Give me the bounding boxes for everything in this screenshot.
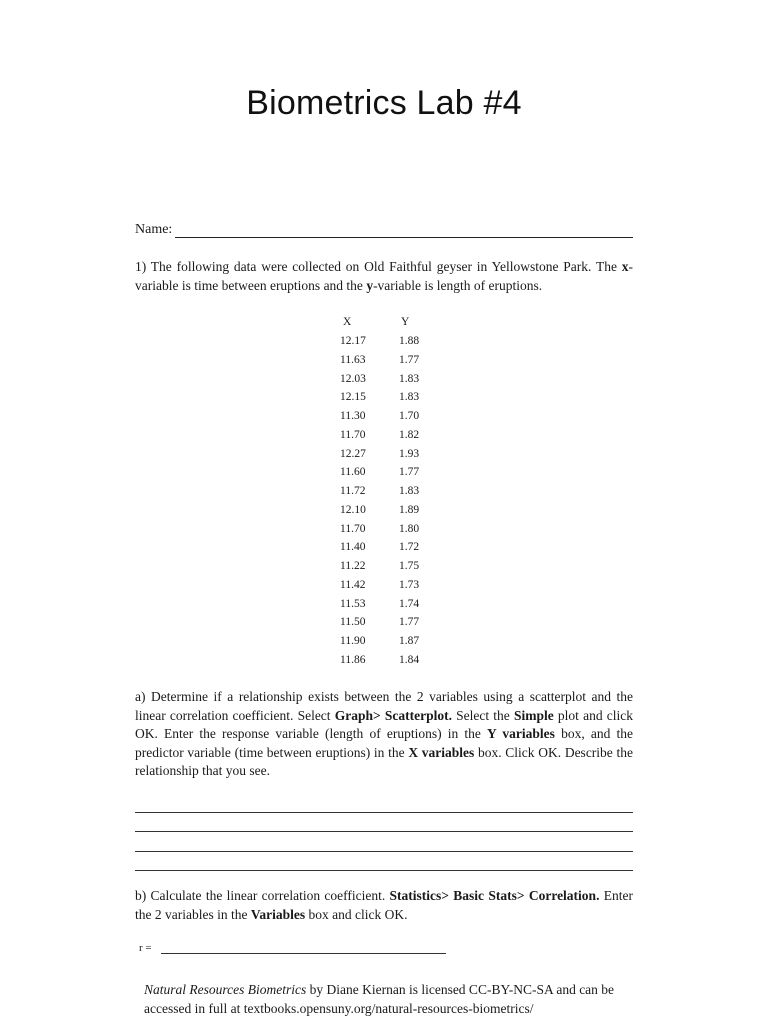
cell-y: 1.77 xyxy=(399,616,420,629)
table-row xyxy=(334,407,441,426)
cell-y: 1.82 xyxy=(399,428,420,441)
name-blank-line[interactable] xyxy=(175,223,633,238)
cell-y: 1.83 xyxy=(399,372,420,385)
cell-x: 11.90 xyxy=(340,635,366,648)
qb-bold-statistics-path: Statistics> Basic Stats> Correlation. xyxy=(389,888,600,903)
qa-text-2: Select the xyxy=(451,707,514,723)
table-header-row xyxy=(334,313,441,332)
qb-bold-variables: Variables xyxy=(250,906,306,922)
footer-license-text: by Diane Kiernan is licensed CC-BY-NC-SA and can be accessed in full at textbooks.opensuny.org/natural-resources-biometrics/ xyxy=(144,982,615,1016)
license-footer xyxy=(144,980,634,1018)
cell-x: 12.17 xyxy=(340,335,366,348)
cell-x: 11.86 xyxy=(340,653,366,666)
table-row xyxy=(334,463,441,482)
cell-y: 1.83 xyxy=(399,391,420,404)
table-row xyxy=(334,650,441,669)
answer-line[interactable] xyxy=(135,832,633,852)
table-row xyxy=(334,613,441,632)
qa-text-3: plot and click OK. Enter the response variable (length of eruptions) in the xyxy=(135,707,634,741)
table-row xyxy=(334,388,441,407)
table-row xyxy=(334,500,441,519)
q1-text-3: -variable is length of eruptions. xyxy=(373,277,543,293)
answer-lines-a xyxy=(135,793,633,871)
table-row xyxy=(334,369,441,388)
cell-y: 1.87 xyxy=(399,635,420,648)
cell-y: 1.70 xyxy=(399,410,420,423)
column-header-y: Y xyxy=(401,316,410,329)
table-row xyxy=(334,557,441,576)
cell-x: 11.70 xyxy=(340,522,366,535)
table-row xyxy=(334,594,441,613)
r-label: r = xyxy=(139,942,152,954)
cell-y: 1.84 xyxy=(399,653,420,666)
cell-x: 12.10 xyxy=(340,503,366,516)
qa-text-1: a) Determine if a relationship exists between the 2 variables using a scatterplot and the linear correlation coefficient. Select xyxy=(135,689,633,723)
cell-x: 12.27 xyxy=(340,447,366,460)
q1-bold-y: y xyxy=(366,277,374,293)
data-table xyxy=(334,313,441,669)
qa-text-4: box, and the predictor variable (time between eruptions) in the xyxy=(135,726,633,760)
r-answer-row xyxy=(139,941,446,954)
cell-y: 1.88 xyxy=(399,335,420,348)
table-row xyxy=(334,332,441,351)
table-row xyxy=(334,482,441,501)
q1-bold-x: x xyxy=(621,259,629,274)
cell-x: 11.63 xyxy=(340,353,366,366)
table-row xyxy=(334,538,441,557)
q1-text-2: -variable is time between eruptions and the xyxy=(135,259,633,293)
cell-y: 1.80 xyxy=(399,522,420,535)
table-row xyxy=(334,425,441,444)
cell-x: 11.22 xyxy=(340,560,366,573)
answer-line[interactable] xyxy=(135,852,633,872)
cell-y: 1.83 xyxy=(399,485,420,498)
column-header-x: X xyxy=(343,316,352,329)
cell-y: 1.77 xyxy=(399,466,420,479)
table-row xyxy=(334,632,441,651)
question-a xyxy=(135,688,633,781)
cell-x: 11.53 xyxy=(340,597,366,610)
cell-y: 1.72 xyxy=(399,541,420,554)
cell-y: 1.73 xyxy=(399,578,420,591)
cell-x: 11.72 xyxy=(340,485,366,498)
footer-book-title: Natural Resources Biometrics xyxy=(144,982,307,997)
cell-y: 1.93 xyxy=(399,447,420,460)
q1-text-1: 1) The following data were collected on Old Faithful geyser in Yellowstone Park. The xyxy=(135,259,622,274)
page-title: Biometrics Lab #4 xyxy=(246,84,522,122)
cell-y: 1.75 xyxy=(399,560,420,573)
question-b xyxy=(135,887,633,924)
qa-bold-graph-scatterplot: Graph> Scatterplot. xyxy=(334,707,452,723)
qb-text-1: b) Calculate the linear correlation coefficient. xyxy=(135,888,390,903)
qa-text-5: box. Click OK. Describe the relationship that you see. xyxy=(135,744,633,778)
cell-y: 1.74 xyxy=(399,597,420,610)
table-row xyxy=(334,350,441,369)
name-label: Name: xyxy=(135,222,173,237)
qb-text-2: Enter the 2 variables in the xyxy=(135,888,633,922)
qa-bold-y-variables: Y variables xyxy=(487,726,555,741)
question-1 xyxy=(135,258,633,295)
answer-line[interactable] xyxy=(135,813,633,833)
table-body xyxy=(334,332,441,670)
qa-bold-simple: Simple xyxy=(513,707,554,723)
answer-line[interactable] xyxy=(135,793,633,813)
cell-x: 11.30 xyxy=(340,410,366,423)
table-row xyxy=(334,519,441,538)
qb-text-3: box and click OK. xyxy=(305,906,408,922)
cell-x: 11.50 xyxy=(340,616,366,629)
cell-x: 12.15 xyxy=(340,391,366,404)
cell-x: 11.60 xyxy=(340,466,366,479)
cell-x: 11.42 xyxy=(340,578,366,591)
cell-x: 11.40 xyxy=(340,541,366,554)
name-field-row xyxy=(135,222,633,238)
qa-bold-x-variables: X variables xyxy=(408,744,475,760)
cell-y: 1.89 xyxy=(399,503,420,516)
cell-x: 11.70 xyxy=(340,428,366,441)
table-row xyxy=(334,575,441,594)
cell-y: 1.77 xyxy=(399,353,420,366)
table-row xyxy=(334,444,441,463)
cell-x: 12.03 xyxy=(340,372,366,385)
r-answer-line[interactable] xyxy=(161,941,446,954)
